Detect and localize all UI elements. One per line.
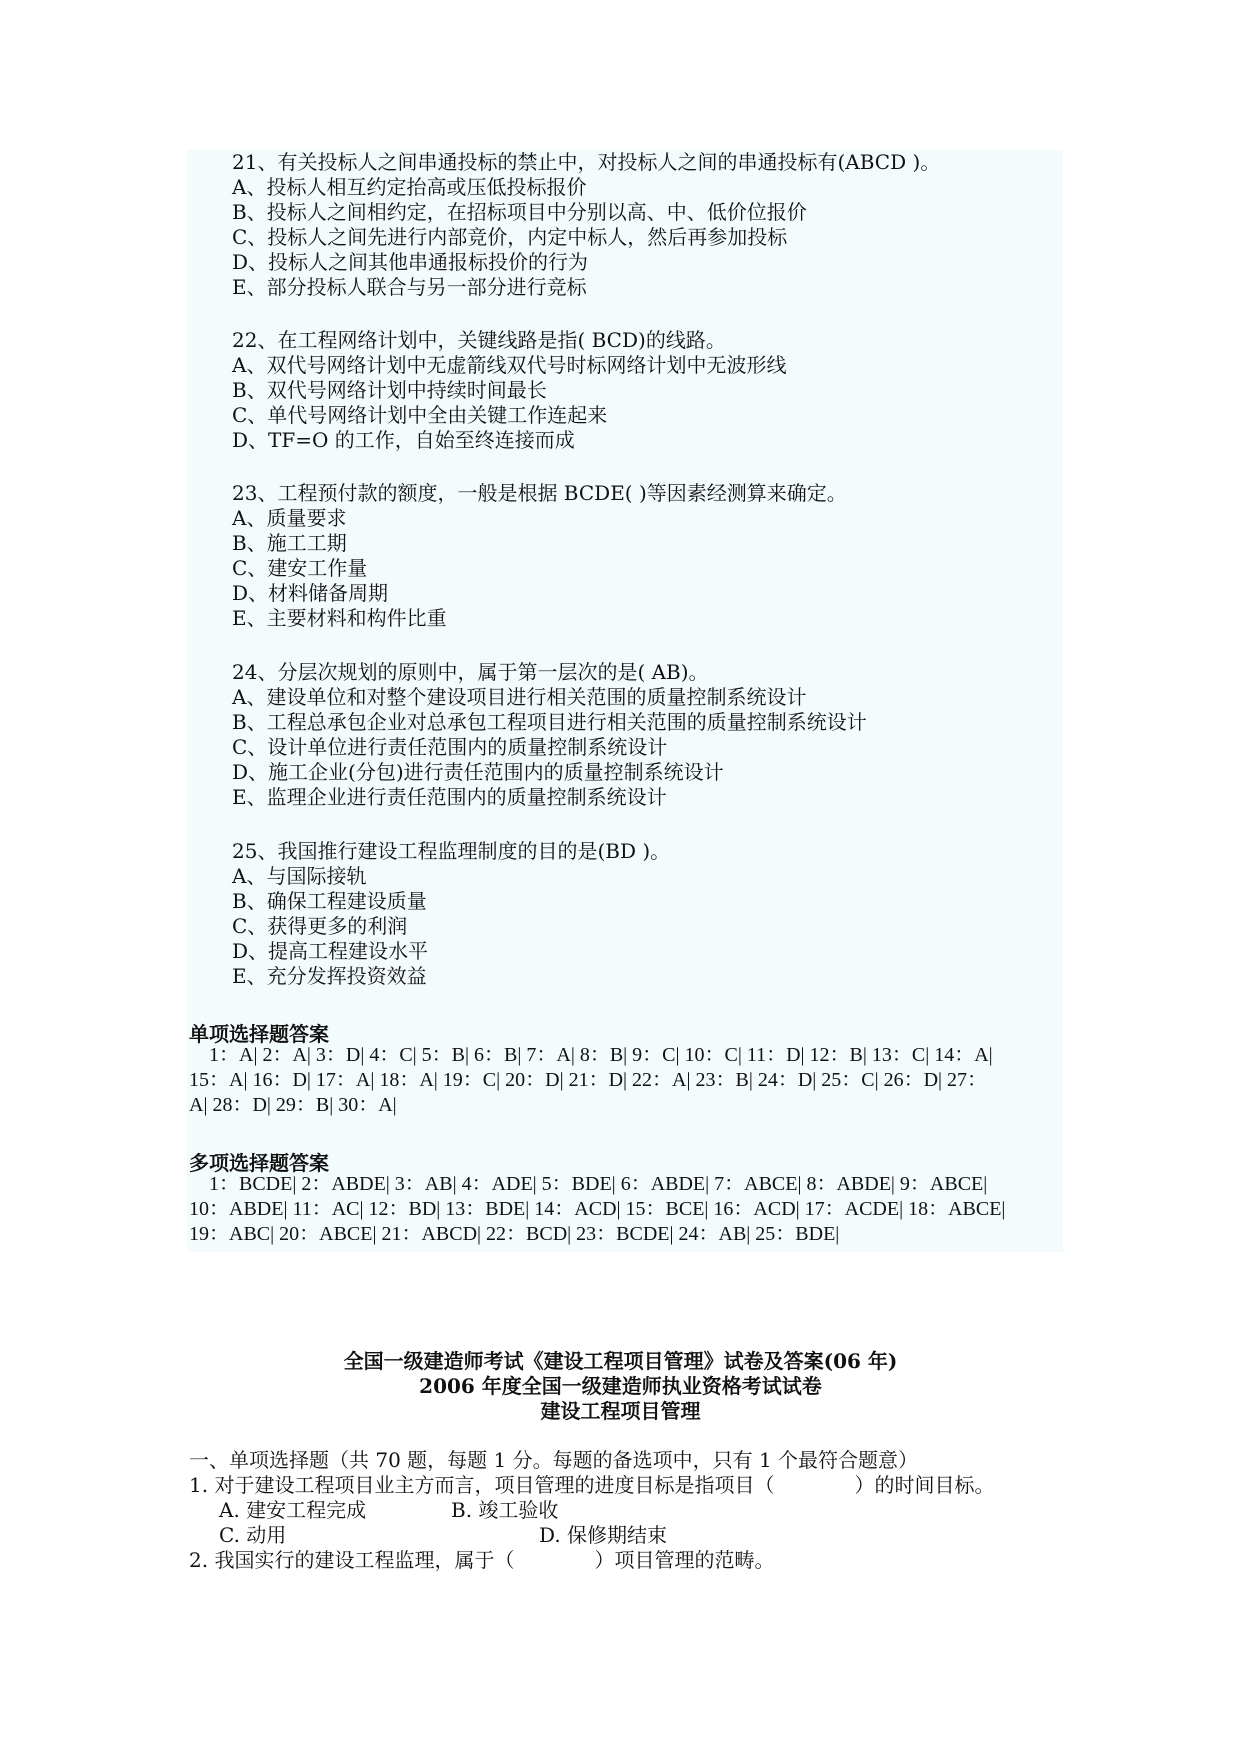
question-24: [232, 660, 867, 810]
multi-answers-list: [189, 1172, 1059, 1247]
option: E、主要材料和构件比重: [232, 606, 447, 630]
option: B、施工工期: [232, 531, 347, 555]
option-c: C. 动用: [219, 1523, 287, 1547]
question-22: [232, 328, 786, 453]
exam-subtitle: 2006 年度全国一级建造师执业资格考试试卷: [419, 1374, 822, 1398]
question-stem: 23、工程预付款的额度，一般是根据 BCDE( )等因素经测算来确定。: [232, 481, 847, 505]
option: B、确保工程建设质量: [232, 889, 427, 913]
option: D、提高工程建设水平: [232, 939, 429, 963]
answer-line: A| 28：D| 29：B| 30：A|: [189, 1094, 397, 1116]
option: E、充分发挥投资效益: [232, 964, 427, 988]
option-d: D. 保修期结束: [539, 1523, 668, 1547]
question-2-stem: 2. 我国实行的建设工程监理，属于（ ）项目管理的范畴。: [189, 1548, 775, 1572]
answer-line: 19：ABC| 20：ABCE| 21：ABCD| 22：BCD| 23：BCDE| 24：AB| 25：BDE|: [189, 1223, 840, 1245]
subject-title: 建设工程项目管理: [540, 1399, 701, 1423]
option: B、双代号网络计划中持续时间最长: [232, 378, 547, 402]
option: B、投标人之间相约定，在招标项目中分别以高、中、低价位报价: [232, 200, 807, 224]
option: D、TF=O 的工作，自始至终连接而成: [232, 428, 575, 452]
question-stem: 22、在工程网络计划中，关键线路是指( BCD)的线路。: [232, 328, 726, 352]
document-title: 全国一级建造师考试《建设工程项目管理》试卷及答案(06 年): [343, 1349, 898, 1373]
option: C、获得更多的利润: [232, 914, 408, 938]
question-23: [232, 481, 847, 631]
question-stem: 24、分层次规划的原则中，属于第一层次的是( AB)。: [232, 660, 709, 684]
answer-line: 1：BCDE| 2：ABDE| 3：AB| 4：ADE| 5：BDE| 6：ABDE| 7：ABCE| 8：ABDE| 9：ABCE|: [209, 1173, 988, 1195]
option: C、投标人之间先进行内部竞价，内定中标人，然后再参加投标: [232, 225, 788, 249]
option: C、单代号网络计划中全由关键工作连起来: [232, 403, 608, 427]
option: A、投标人相互约定抬高或压低投标报价: [232, 175, 587, 199]
option: D、材料储备周期: [232, 581, 389, 605]
option: C、设计单位进行责任范围内的质量控制系统设计: [232, 735, 668, 759]
option: B、工程总承包企业对总承包工程项目进行相关范围的质量控制系统设计: [232, 710, 867, 734]
option: A、与国际接轨: [232, 864, 367, 888]
question-stem: 25、我国推行建设工程监理制度的目的是(BD )。: [232, 839, 671, 863]
option: D、施工企业(分包)进行责任范围内的质量控制系统设计: [232, 760, 724, 784]
option: D、投标人之间其他串通报标投价的行为: [232, 250, 589, 274]
option: C、建安工作量: [232, 556, 368, 580]
question-1-options-row-2: [189, 1523, 994, 1548]
question-stem: 21、有关投标人之间串通投标的禁止中，对投标人之间的串通投标有(ABCD )。: [232, 150, 941, 174]
exam-section: [189, 1448, 994, 1573]
option-a: A. 建安工程完成: [219, 1498, 367, 1522]
question-25: [232, 839, 670, 989]
option: A、质量要求: [232, 506, 347, 530]
option-b: B. 竣工验收: [451, 1498, 559, 1522]
multi-answers-heading: 多项选择题答案: [189, 1151, 329, 1175]
answer-line: 1：A| 2：A| 3：D| 4：C| 5：B| 6：B| 7：A| 8：B| 9：C| 10：C| 11：D| 12：B| 13：C| 14：A|: [209, 1044, 993, 1066]
option: E、部分投标人联合与另一部分进行竞标: [232, 275, 587, 299]
option: A、建设单位和对整个建设项目进行相关范围的质量控制系统设计: [232, 685, 807, 709]
answer-line: 15：A| 16：D| 17：A| 18：A| 19：C| 20：D| 21：D| 22：A| 23：B| 24：D| 25：C| 26：D| 27：: [189, 1069, 988, 1091]
option: E、监理企业进行责任范围内的质量控制系统设计: [232, 785, 667, 809]
section-heading: 一、单项选择题（共 70 题，每题 1 分。每题的备选项中，只有 1 个最符合题意）: [189, 1448, 919, 1472]
answer-line: 10：ABDE| 11：AC| 12：BD| 13：BDE| 14：ACD| 15：BCE| 16：ACD| 17：ACDE| 18：ABCE|: [189, 1198, 1006, 1220]
single-answers-list: [189, 1043, 1059, 1118]
question-1-stem: 1. 对于建设工程项目业主方而言，项目管理的进度目标是指项目（ ）的时间目标。: [189, 1473, 995, 1497]
single-answers-heading: 单项选择题答案: [189, 1022, 329, 1046]
question-1-options-row-1: [189, 1498, 994, 1523]
question-21: [232, 150, 940, 300]
option: A、双代号网络计划中无虚箭线双代号时标网络计划中无波形线: [232, 353, 787, 377]
